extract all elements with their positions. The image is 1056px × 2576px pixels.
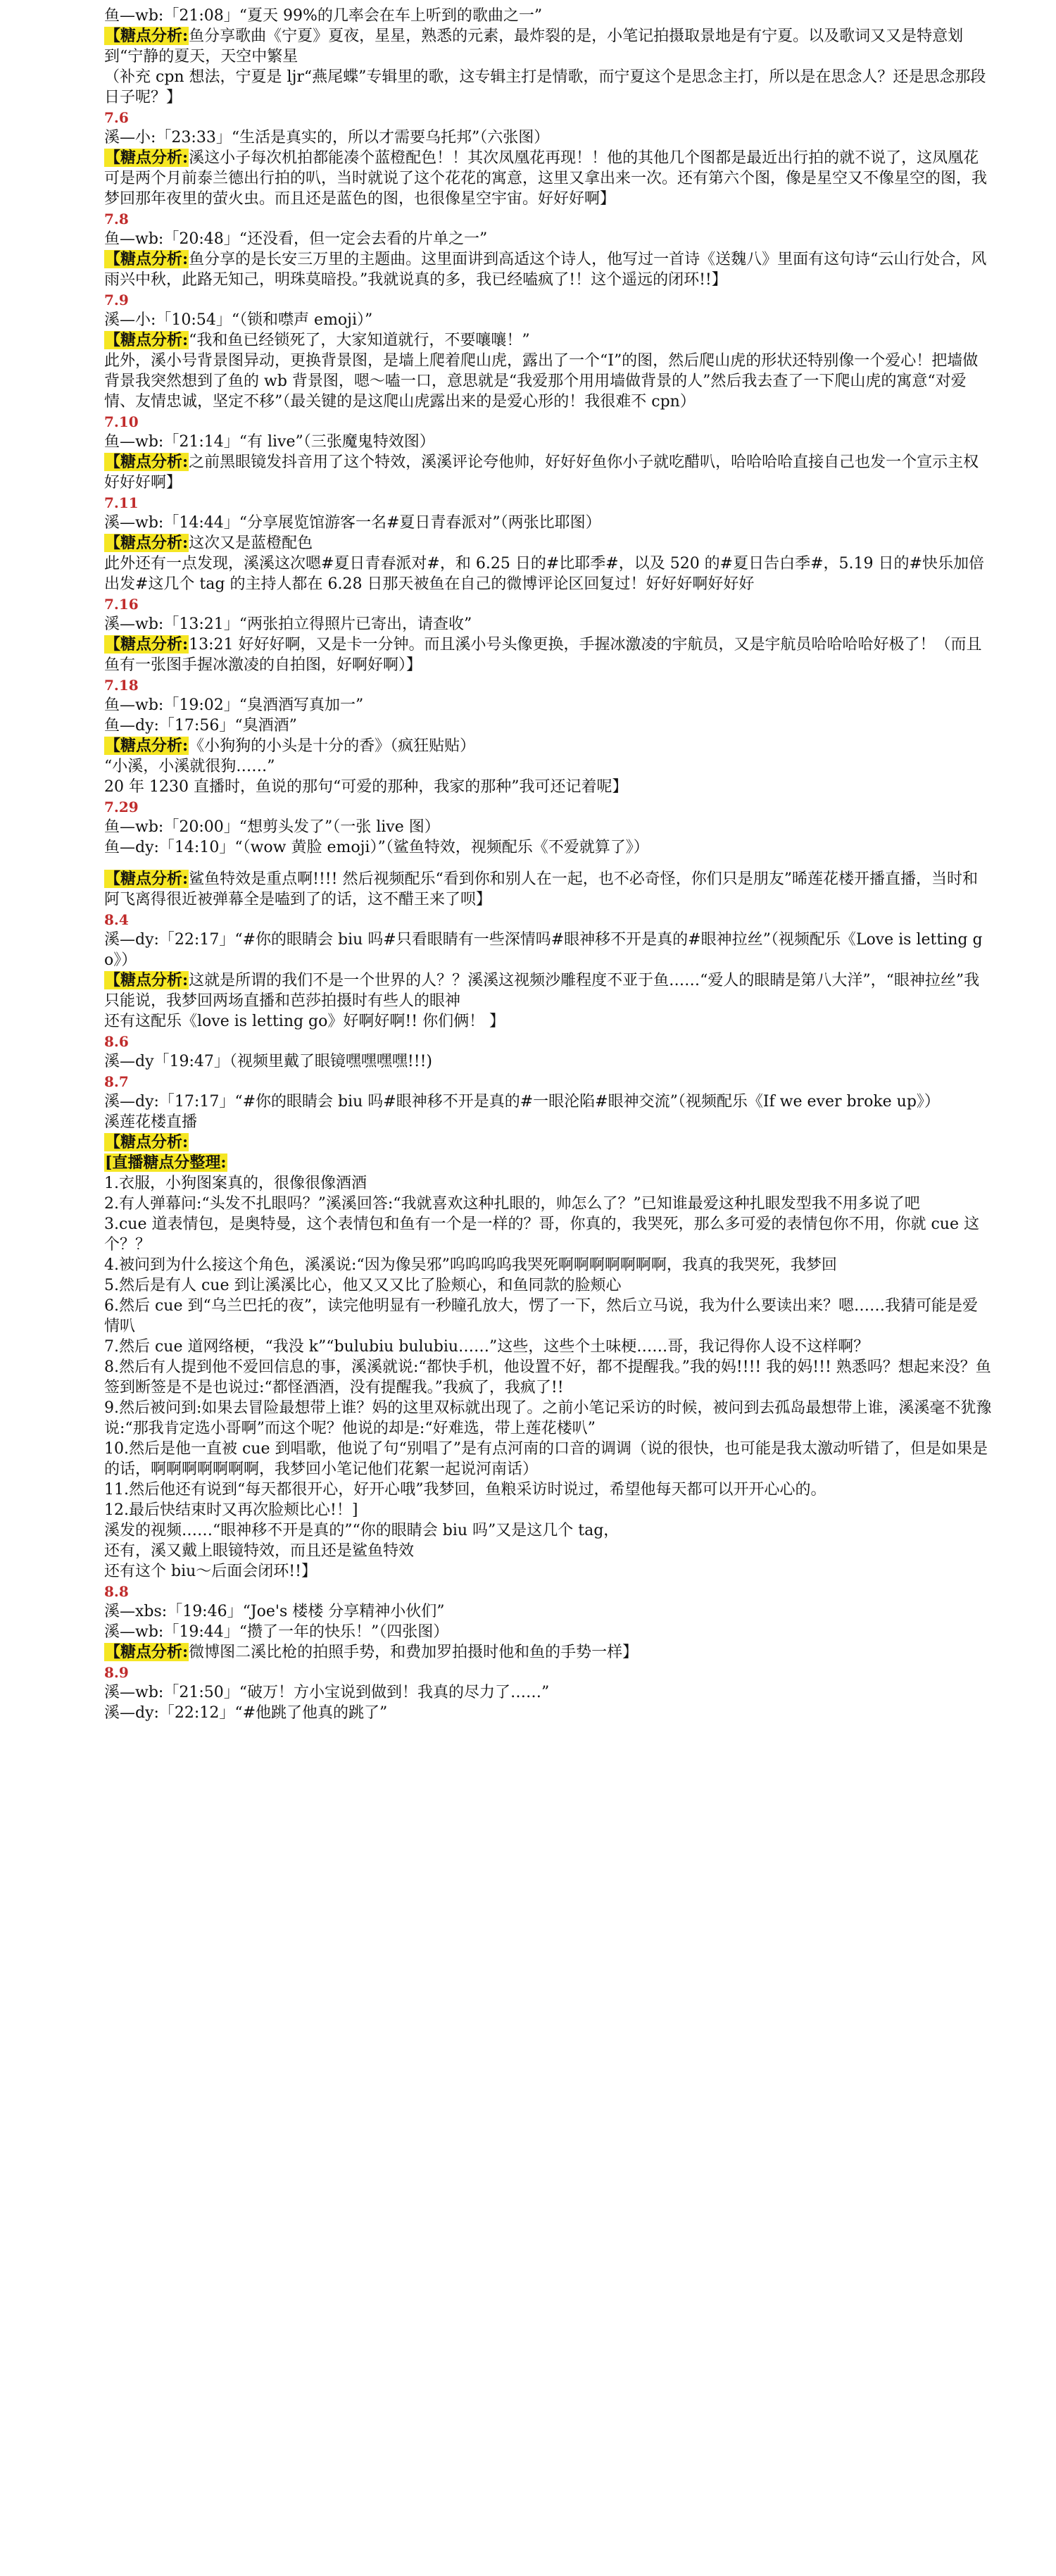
text-line: 3.cue 道表情包，是奥特曼，这个表情包和鱼有一个是一样的？哥，你真的，我哭死，那么多可爱的表情包你不用，你就 cue 这个？？ bbox=[104, 1215, 979, 1253]
analysis-text: “我和鱼已经锁死了，大家知道就行，不要嚷嚷！” bbox=[189, 332, 530, 349]
analysis-text: 鱼分享歌曲《宁夏》夏夜，星星，熟悉的元素，最炸裂的是，小笔记拍摄取景地是有宁夏。以及歌词又又是特意划到“宁静的夏天，天空中繁星 bbox=[104, 27, 964, 65]
analysis-text: 鱼分享的是长安三万里的主题曲。这里面讲到高适这个诗人，他写过一首诗《送魏八》里面有这句诗“云山行处合，风雨兴中秋，此路无知己，明珠莫暗投。”我就说真的多，我已经嗑疯了!！这个遥远的闭环!!】 bbox=[104, 251, 987, 289]
text-line: 9.然后被问到:如果去冒险最想带上谁？妈的这里双标就出现了。之前小笔记采访的时候，被问到去孤岛最想带上谁，溪溪毫不犹豫说:“那我肯定选小哥啊”而这个呢？他说的却是:“好难选，带上莲花楼叭” bbox=[104, 1399, 992, 1437]
analysis-label: 【糖点分析: bbox=[105, 331, 189, 349]
analysis-label: 【糖点分析: bbox=[105, 1133, 189, 1151]
analysis-label: 【糖点分析: bbox=[105, 870, 189, 888]
text-line: 溪发的视频……“眼神移不开是真的”“你的眼睛会 biu 吗”又是这几个 tag， bbox=[104, 1522, 620, 1539]
analysis-label: 【糖点分析: bbox=[105, 737, 189, 755]
text-line: 10.然后是他一直被 cue 到唱歌，他说了句“别唱了”是有点河南的口音的调调（说的很快，也可能是我太激动听错了，但是如果是的话，啊啊啊啊啊啊啊，我梦回小笔记他们花絮一起说河南话） bbox=[104, 1440, 988, 1478]
text-line: 鱼—wb:「20:48」“还没看，但一定会去看的片单之一” bbox=[104, 230, 488, 248]
spacer bbox=[104, 858, 993, 869]
analysis-label: [直播糖点分整理: bbox=[105, 1153, 227, 1172]
text-line: 4.被问到为什么接这个角色，溪溪说:“因为像吴邪”呜呜呜呜我哭死啊啊啊啊啊啊啊，我真的我哭死，我梦回 bbox=[104, 1256, 837, 1274]
text-line: 溪—dy:「17:17」“#你的眼睛会 biu 吗#眼神移不开是真的#一眼沦陷#眼神交流”（视频配乐《If we ever broke up》） bbox=[104, 1093, 940, 1111]
text-line: 鱼—dy:「17:56」“臭酒酒” bbox=[104, 717, 297, 734]
date-heading: 7.6 bbox=[104, 109, 129, 126]
analysis-label: 【糖点分析: bbox=[105, 149, 189, 167]
analysis-line bbox=[104, 452, 993, 493]
date-heading: 7.18 bbox=[104, 677, 139, 694]
text-line: 溪—wb:「13:21」“两张拍立得照片已寄出，请查收” bbox=[104, 615, 472, 633]
date-heading: 7.29 bbox=[104, 799, 139, 815]
text-line: （补充 cpn 想法，宁夏是 ljr“燕尾蝶”专辑里的歌，这专辑主打是情歌，而宁夏这个是思念主打，所以是在思念人？还是思念那段日子呢？】 bbox=[104, 68, 986, 106]
analysis-text: 这就是所谓的我们不是一个世界的人？？溪溪这视频沙雕程度不亚于鱼……“爱人的眼睛是第八大洋”，“眼神拉丝”我只能说，我梦回两场直播和芭莎拍摄时有些人的眼神 bbox=[104, 972, 980, 1010]
date-heading: 7.8 bbox=[104, 211, 129, 227]
analysis-text: 鲨鱼特效是重点啊!!!! 然后视频配乐“看到你和别人在一起，也不必奇怪，你们只是朋友”晞莲花楼开播直播，当时和阿飞离得很近被弹幕全是嗑到了的话，这不醋王来了呗】 bbox=[104, 870, 978, 908]
date-heading: 8.9 bbox=[104, 1664, 129, 1681]
analysis-label: 【糖点分析: bbox=[105, 534, 189, 552]
analysis-line bbox=[104, 1153, 993, 1173]
text-line: 6.然后 cue 到“乌兰巴托的夜”，读完他明显有一秒瞳孔放大，愣了一下，然后立马说，我为什么要读出来？嗯……我猜可能是爱情叭 bbox=[104, 1297, 978, 1335]
text-line: 12.最后快结束时又再次脸颊比心!！] bbox=[104, 1501, 358, 1519]
analysis-line bbox=[104, 634, 993, 675]
date-heading: 8.7 bbox=[104, 1073, 129, 1090]
text-line: 鱼—dy:「14:10」“（wow 黄脸 emoji）”（鲨鱼特效，视频配乐《不爱就算了》） bbox=[104, 839, 649, 856]
text-line: 1.衣服，小狗图案真的，很像很像酒酒 bbox=[104, 1175, 367, 1192]
text-line: 溪—wb:「21:50」“破万！方小宝说到做到！我真的尽力了……” bbox=[104, 1684, 550, 1701]
text-line: 鱼—wb:「19:02」“臭酒酒写真加一” bbox=[104, 696, 364, 714]
date-heading: 8.6 bbox=[104, 1033, 129, 1050]
analysis-text: 《小狗狗的小头是十分的香》（疯狂贴贴） bbox=[189, 737, 476, 755]
text-line: 20 年 1230 直播时，鱼说的那句“可爱的那种，我家的那种”我可还记着呢】 bbox=[104, 778, 628, 796]
analysis-text: 溪这小子每次机拍都能凑个蓝橙配色！！其次凤凰花再现！！他的其他几个图都是最近出行拍的就不说了，这凤凰花可是两个月前泰兰德出行拍的叭，当时就说了这个花花的寓意，这里又拿出来一次。还有第六个图，像是星空又不像星空的图，我梦回那年夜里的萤火虫。而且还是蓝色的图，也很像星空宇宙。好好好啊】 bbox=[104, 149, 988, 208]
text-line: 此外还有一点发现，溪溪这次嗯#夏日青春派对#，和 6.25 日的#比耶季#，以及 520 的#夏日告白季#，5.19 日的#快乐加倍出发#这几个 tag 的主持人都在 6.28 日那天被鱼在自己的微博评论区回复过！好好好啊好好好 bbox=[104, 555, 984, 593]
text-line: 溪—dy:「22:12」“#他跳了他真的跳了” bbox=[104, 1704, 388, 1722]
text-line: 溪莲花楼直播 bbox=[104, 1113, 198, 1131]
text-line: 鱼—wb:「21:08」“夏天 99%的几率会在车上听到的歌曲之一” bbox=[104, 7, 543, 25]
analysis-line bbox=[104, 26, 993, 67]
analysis-label: 【糖点分析: bbox=[105, 635, 189, 654]
analysis-line bbox=[104, 1132, 993, 1153]
analysis-label: 【糖点分析: bbox=[105, 27, 189, 45]
analysis-line bbox=[104, 736, 993, 756]
text-line: 2.有人弹幕问:“头发不扎眼吗？”溪溪回答:“我就喜欢这种扎眼的，帅怎么了？”已知谁最爱这种扎眼发型我不用多说了吧 bbox=[104, 1195, 920, 1213]
analysis-line bbox=[104, 970, 993, 1011]
analysis-text: 之前黑眼镜发抖音用了这个特效，溪溪评论夸他帅，好好好鱼你小子就吃醋叭，哈哈哈哈直接自己也发一个宣示主权好好好啊】 bbox=[104, 454, 979, 492]
analysis-text: 这次又是蓝橙配色 bbox=[189, 534, 313, 552]
text-line: 溪—小:「10:54」“（锁和噤声 emoji）” bbox=[104, 311, 373, 329]
text-line: 7.然后 cue 道网络梗，“我没 k”“bulubiu bulubiu……”这些，这些个土味梗……哥，我记得你人设不这样啊？ bbox=[104, 1338, 869, 1356]
analysis-text: 13:21 好好好啊，又是卡一分钟。而且溪小号头像更换，手握冰激凌的宇航员，又是宇航员哈哈哈哈好极了！（而且鱼有一张图手握冰激凌的自拍图，好啊好啊）】 bbox=[104, 636, 982, 674]
text-line: 鱼—wb:「20:00」“想剪头发了”（一张 live 图） bbox=[104, 818, 440, 836]
analysis-label: 【糖点分析: bbox=[105, 1643, 189, 1661]
document bbox=[104, 6, 993, 1723]
date-heading: 7.16 bbox=[104, 596, 139, 613]
date-heading: 8.8 bbox=[104, 1583, 129, 1600]
text-line: 8.然后有人提到他不爱回信息的事，溪溪就说:“都快手机，他设置不好，都不提醒我。”我的妈!!!! 我的妈!!! 熟悉吗？想起来没？鱼签到断签是不是也说过:“都怪酒酒，没有提醒我。”我疯了，我疯了!! bbox=[104, 1358, 991, 1396]
date-heading: 7.11 bbox=[104, 494, 139, 511]
analysis-line bbox=[104, 533, 993, 554]
analysis-label: 【糖点分析: bbox=[105, 971, 189, 989]
analysis-text: 微博图二溪比枪的拍照手势，和费加罗拍摄时他和鱼的手势一样】 bbox=[189, 1644, 639, 1661]
text-line: 还有，溪又戴上眼镜特效，而且还是鲨鱼特效 bbox=[104, 1542, 415, 1560]
text-line: 11.然后他还有说到“每天都很开心，好开心哦”我梦回，鱼粮采访时说过，希望他每天都可以开开心心的。 bbox=[104, 1481, 826, 1499]
text-line: 溪—小:「23:33」“生活是真实的，所以才需要乌托邦”（六张图） bbox=[104, 129, 550, 146]
text-line: “小溪，小溪就很狗……” bbox=[104, 758, 275, 775]
analysis-line bbox=[104, 330, 993, 351]
text-line: 还有这配乐《love is letting go》好啊好啊!! 你们俩！ 】 bbox=[104, 1013, 505, 1030]
date-heading: 7.10 bbox=[104, 413, 139, 430]
analysis-label: 【糖点分析: bbox=[105, 250, 189, 268]
analysis-line bbox=[104, 148, 993, 209]
text-line: 溪—xbs:「19:46」“Joe's 楼楼 分享精神小伙们” bbox=[104, 1603, 445, 1620]
analysis-label: 【糖点分析: bbox=[105, 453, 189, 471]
analysis-line bbox=[104, 1642, 993, 1663]
text-line: 鱼—wb:「21:14」“有 live”（三张魔鬼特效图） bbox=[104, 433, 435, 451]
analysis-line bbox=[104, 869, 993, 910]
text-line: 此外，溪小号背景图异动，更换背景图，是墙上爬着爬山虎，露出了一个“I”的图，然后爬山虎的形状还特别像一个爱心！把墙做背景我突然想到了鱼的 wb 背景图，嗯～嗑一口，意思就是“我爱那个用用墙做背景的人”然后我去查了一下爬山虎的寓意“对爱情、友情忠诚，坚定不移”（最关键的是这爬山虎露出来的是爱心形的！我很难不 cpn） bbox=[104, 352, 979, 411]
text-line: 溪—dy:「22:17」“#你的眼睛会 biu 吗#只看眼睛有一些深情吗#眼神移不开是真的#眼神拉丝”（视频配乐《Love is letting go》） bbox=[104, 931, 983, 969]
date-heading: 7.9 bbox=[104, 292, 129, 308]
text-line: 5.然后是有人 cue 到让溪溪比心，他又又又比了脸颊心，和鱼同款的脸颊心 bbox=[104, 1277, 622, 1294]
date-heading: 8.4 bbox=[104, 911, 129, 928]
text-line: 溪—dy「19:47」（视频里戴了眼镜嘿嘿嘿嘿!!!) bbox=[104, 1053, 433, 1070]
text-line: 溪—wb:「19:44」“攒了一年的快乐！”（四张图） bbox=[104, 1623, 449, 1641]
text-line: 还有这个 biu～后面会闭环!!】 bbox=[104, 1563, 317, 1580]
text-line: 溪—wb:「14:44」“分享展览馆游客一名#夏日青春派对”（两张比耶图） bbox=[104, 514, 601, 532]
analysis-line bbox=[104, 249, 993, 290]
